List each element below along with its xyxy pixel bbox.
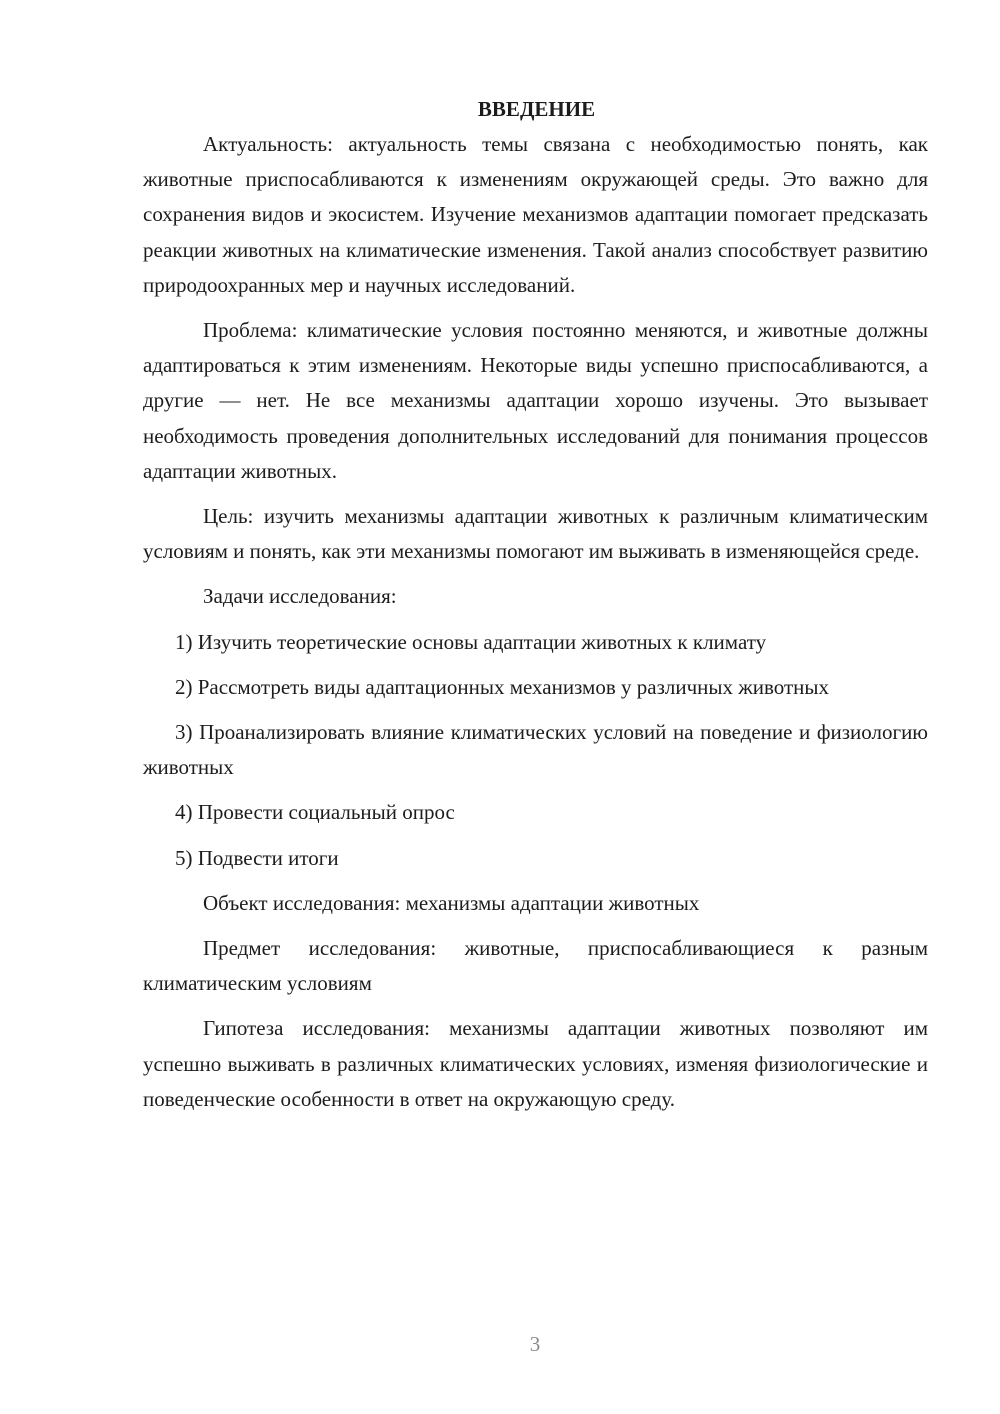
task-item: 1) Изучить теоретические основы адаптации животных к климату <box>175 629 767 654</box>
task-item: 4) Провести социальный опрос <box>175 800 455 825</box>
hypothesis-paragraph: Гипотеза исследования: механизмы адаптации животных позволяют им успешно выживать в различных климатических условиях, изменяя физиологические и поведенческие особенности в ответ на окружающую среду. <box>143 1016 928 1111</box>
page-title: ВВЕДЕНИЕ <box>477 97 596 121</box>
task-item: 2) Рассмотреть виды адаптационных механизмов у различных животных <box>175 674 830 699</box>
document-page <box>143 92 928 1127</box>
subject-paragraph: Предмет исследования: животные, приспосабливающиеся к разным климатическим условиям <box>143 936 928 996</box>
tasks-list <box>143 625 928 876</box>
task-item: 3) Проанализировать влияние климатических условий на поведение и физиологию животных <box>143 720 928 780</box>
tasks-heading: Задачи исследования: <box>203 584 397 609</box>
problem-paragraph: Проблема: климатические условия постоянно меняются, и животные должны адаптироваться к этим изменениям. Некоторые виды успешно приспосабливаются, а другие — нет. Не все механизмы адаптации хорошо изучены. Это вызывает необходимость проведения дополнительных исследований для понимания процессов адаптации животных. <box>143 318 928 483</box>
task-item: 5) Подвести итоги <box>175 845 339 870</box>
object-paragraph: Объект исследования: механизмы адаптации животных <box>203 890 700 915</box>
relevance-paragraph: Актуальность: актуальность темы связана с необходимостью понять, как животные приспосабливаются к изменениям окружающей среды. Это важно для сохранения видов и экосистем. Изучение механизмов адаптации помогает предсказать реакции животных на климатические изменения. Такой анализ способствует развитию природоохранных мер и научных исследований. <box>143 132 928 297</box>
page-number: 3 <box>529 1332 541 1356</box>
goal-paragraph: Цель: изучить механизмы адаптации животных к различным климатическим условиям и понять, как эти механизмы помогают им выживать в изменяющейся среде. <box>143 504 928 564</box>
